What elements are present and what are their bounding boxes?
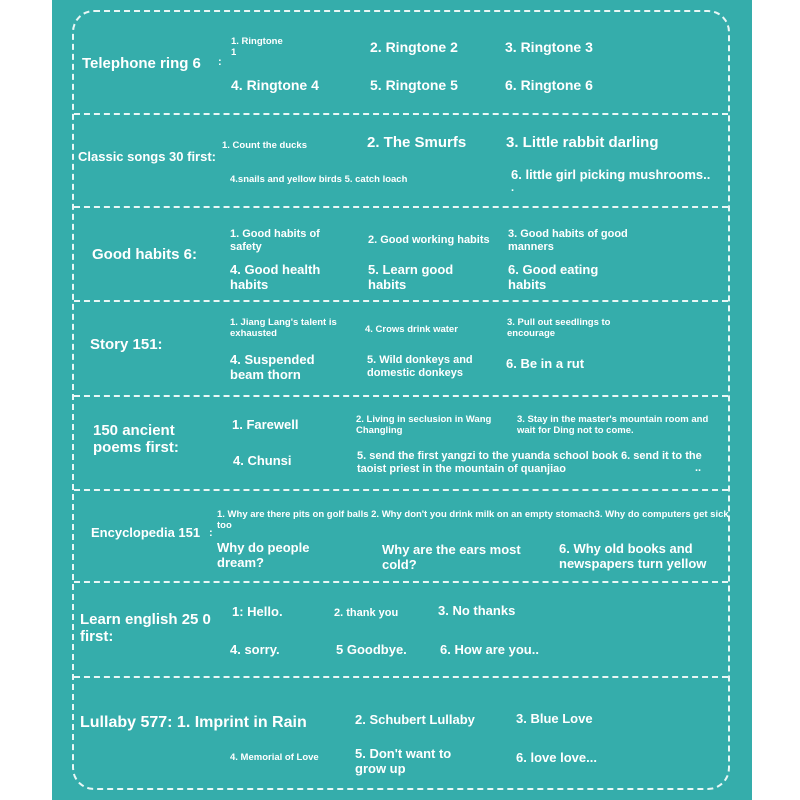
item-song-ellipsis: . — [511, 182, 515, 194]
item-song-6: 6. little girl picking mushrooms.. — [511, 167, 711, 182]
label-colon: : — [218, 56, 222, 68]
dashed-frame — [72, 10, 730, 790]
item-english-5: 5 Goodbye. — [336, 642, 407, 657]
item-encyclopedia-4: Why do people dream? — [217, 540, 310, 570]
section-label-story: Story 151: — [90, 336, 163, 353]
item-encyclopedia-1-3: 1. Why are there pits on golf balls 2. Why don't you drink milk on an empty stomach3. Why do computers get sick too — [217, 509, 729, 531]
item-habit-1: 1. Good habits of safety — [230, 228, 320, 253]
section-label-good-habits: Good habits 6: — [92, 246, 197, 263]
item-habit-6: 6. Good eating habits — [508, 262, 599, 292]
item-story-5: 5. Wild donkeys and domestic donkeys — [367, 354, 473, 379]
item-habit-4: 4. Good health habits — [230, 262, 321, 292]
item-song-3: 3. Little rabbit darling — [506, 134, 659, 151]
item-poem-5-6: 5. send the first yangzi to the yuanda school book 6. send it to the taoist priest in the mountain of quanjiao — [357, 450, 702, 475]
item-poem-ellipsis: .. — [695, 462, 702, 474]
item-ringtone-5: 5. Ringtone 5 — [370, 77, 458, 93]
item-lullaby-5: 5. Don't want to grow up — [355, 746, 452, 776]
section-divider — [74, 300, 728, 302]
item-poem-2: 2. Living in seclusion in Wang Changling — [356, 414, 492, 436]
item-lullaby-4: 4. Memorial of Love — [230, 752, 319, 763]
item-encyclopedia-6: 6. Why old books and newspapers turn yellow — [559, 541, 707, 571]
item-song-2: 2. The Smurfs — [367, 134, 467, 151]
item-poem-1: 1. Farewell — [232, 417, 299, 432]
item-song-4-5: 4.snails and yellow birds 5. catch loach — [230, 174, 408, 185]
item-ringtone-6: 6. Ringtone 6 — [505, 77, 593, 93]
section-divider — [74, 676, 728, 678]
section-divider — [74, 489, 728, 491]
item-song-1: 1. Count the ducks — [222, 140, 307, 151]
item-story-6: 6. Be in a rut — [506, 356, 585, 371]
section-label-ancient-poems: 150 ancient poems first: — [93, 422, 179, 457]
item-habit-3: 3. Good habits of good manners — [508, 228, 628, 253]
item-story-4: 4. Suspended beam thorn — [230, 352, 315, 382]
item-habit-5: 5. Learn good habits — [368, 262, 454, 292]
item-ringtone-3: 3. Ringtone 3 — [505, 39, 593, 55]
item-ringtone-1: 1. Ringtone 1 — [231, 36, 283, 58]
item-story-3: 3. Pull out seedlings to encourage — [507, 317, 611, 339]
section-label-encyclopedia: Encyclopedia 151 — [91, 525, 201, 540]
section-divider — [74, 581, 728, 583]
item-english-2: 2. thank you — [334, 607, 399, 619]
item-english-1: 1: Hello. — [232, 604, 283, 619]
item-lullaby-6: 6. love love... — [516, 750, 597, 765]
item-english-6: 6. How are you.. — [440, 642, 539, 657]
item-poem-4: 4. Chunsi — [233, 453, 292, 468]
item-ringtone-4: 4. Ringtone 4 — [231, 77, 319, 93]
item-encyclopedia-5: Why are the ears most cold? — [382, 542, 521, 572]
section-label-classic-songs: Classic songs 30 first: — [78, 149, 216, 164]
section-divider — [74, 395, 728, 397]
section-divider — [74, 206, 728, 208]
item-english-3: 3. No thanks — [438, 603, 516, 618]
section-label-learn-english: Learn english 25 0 first: — [80, 611, 211, 646]
section-label-telephone: Telephone ring 6 — [82, 55, 201, 72]
section-divider — [74, 113, 728, 115]
item-lullaby-2: 2. Schubert Lullaby — [355, 712, 475, 727]
item-story-2: 4. Crows drink water — [365, 324, 458, 335]
item-habit-2: 2. Good working habits — [368, 234, 490, 246]
section-label-lullaby: Lullaby 577: 1. Imprint in Rain — [80, 714, 307, 731]
label-colon: : — [209, 527, 213, 539]
item-poem-3: 3. Stay in the master's mountain room and wait for Ding not to come. — [517, 414, 709, 436]
item-story-1: 1. Jiang Lang's talent is exhausted — [230, 317, 337, 339]
item-ringtone-2: 2. Ringtone 2 — [370, 39, 458, 55]
item-lullaby-3: 3. Blue Love — [516, 711, 593, 726]
item-english-4: 4. sorry. — [230, 642, 280, 657]
